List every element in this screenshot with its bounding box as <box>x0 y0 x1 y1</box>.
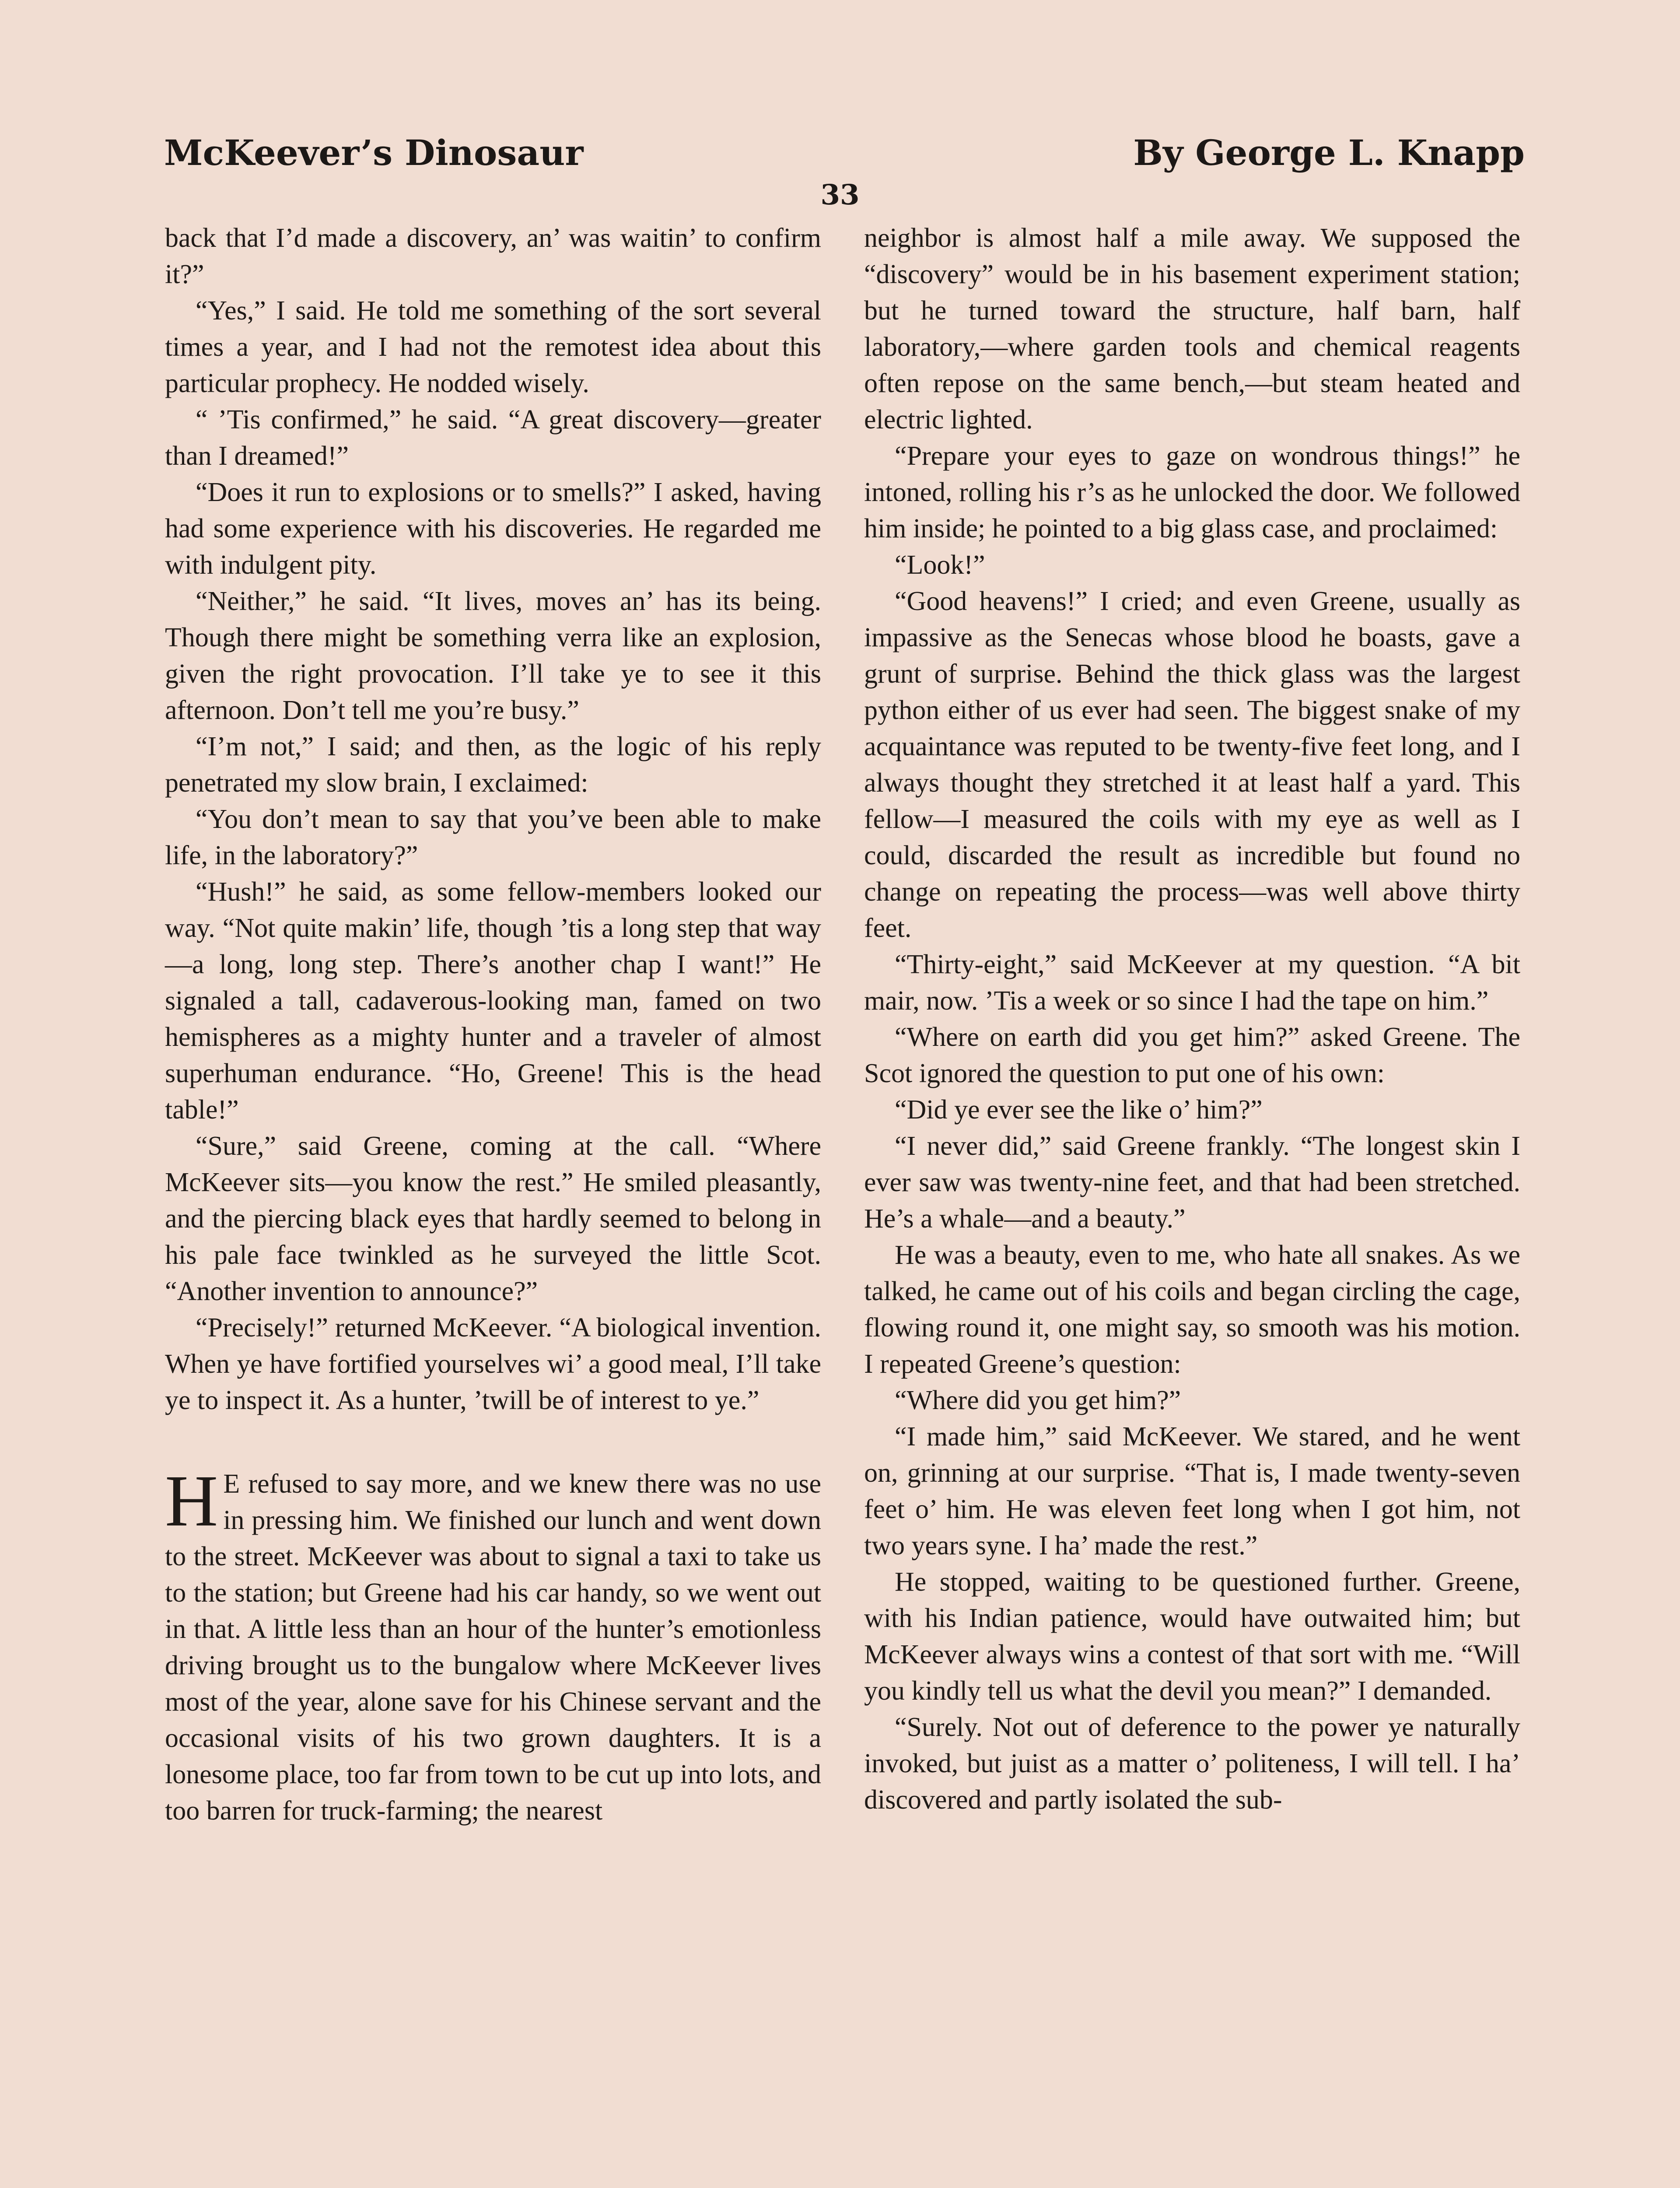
page-number: 33 <box>820 179 860 211</box>
paragraph: “Where did you get him?” <box>895 1385 1181 1415</box>
paragraph: “Did ye ever see the like o’ him?” <box>895 1095 1263 1125</box>
paragraph: He was a beauty, even to me, who hate all snakes. As we talked, he came out of his coils and began circling the cage, flowing round it, one might say, so smooth was his motion. I repeated Greene’s question: <box>864 1240 1520 1379</box>
paragraph: “Precisely!” returned McKeever. “A biological invention. When ye have fortified yourselves wi’ a good meal, I’ll take ye to inspect it. As a hunter, ’twill be of interest to ye.” <box>165 1313 821 1415</box>
paragraph: “Sure,” said Greene, coming at the call. “Where McKeever sits—you know the rest.” He smiled pleasantly, and the piercing black eyes that hardly seemed to belong in his pale face twinkled as he surveyed the little Scot. “Another invention to announce?” <box>165 1131 821 1306</box>
paragraph: “Yes,” I said. He told me something of the sort several times a year, and I had not the remotest idea about this particular prophecy. He nodded wisely. <box>165 296 821 398</box>
story-title: McKeever’s Dinosaur <box>164 132 584 173</box>
paragraph: “Surely. Not out of deference to the power ye naturally invoked, but juist as a matter o’ politeness, I will tell. I ha’ discovered and partly isolated the sub- <box>864 1712 1520 1815</box>
paragraph: “Hush!” he said, as some fellow-members looked our way. “Not quite makin’ life, though ’tis a long step that way—a long, long step. There’s another chap I want!” He signaled a tall, cadaverous-looking man, famed on two hemispheres as a mighty hunter and a traveler of almost superhuman endurance. “Ho, Greene! This is the head table!” <box>165 877 821 1125</box>
paragraph: “Thirty-eight,” said McKeever at my question. “A bit mair, now. ’Tis a week or so since I had the tape on him.” <box>864 950 1520 1016</box>
left-column <box>165 220 821 1829</box>
section-paragraph <box>165 1460 821 1829</box>
paragraph: “Where on earth did you get him?” asked Greene. The Scot ignored the question to put one of his own: <box>864 1022 1520 1088</box>
author-byline: By George L. Knapp <box>1133 132 1525 173</box>
paragraph: “I’m not,” I said; and then, as the logic of his reply penetrated my slow brain, I exclaimed: <box>165 732 821 798</box>
running-header <box>164 132 1525 173</box>
paragraph: neighbor is almost half a mile away. We supposed the “discovery” would be in his basement experiment station; but he turned toward the structure, half barn, half laboratory,—where garden tools and chemical reagents often repose on the same bench,—but steam heated and electric lighted. <box>864 223 1520 435</box>
drop-cap: H <box>165 1460 218 1542</box>
right-column <box>864 220 1520 1818</box>
paragraph: “Neither,” he said. “It lives, moves an’ has its being. Though there might be something verra like an explosion, given the right provocation. I’ll take ye to see it this afternoon. Don’t tell me you’re busy.” <box>165 586 821 725</box>
paragraph: He stopped, waiting to be questioned further. Greene, with his Indian patience, would have outwaited him; but McKeever always wins a contest of that sort with me. “Will you kindly tell us what the devil you mean?” I demanded. <box>864 1567 1520 1706</box>
paragraph: “Good heavens!” I cried; and even Greene, usually as impassive as the Senecas whose blood he boasts, gave a grunt of surprise. Behind the thick glass was the largest python either of us ever had seen. The biggest snake of my acquaintance was reputed to be twenty-five feet long, and I always thought they stretched it at least half a yard. This fellow—I measured the coils with my eye as well as I could, discarded the result as incredible but found no change on repeating the process—was well above thirty feet. <box>864 586 1520 943</box>
paragraph: back that I’d made a discovery, an’ was waitin’ to confirm it?” <box>165 223 821 289</box>
paragraph: “Look!” <box>895 550 985 580</box>
paragraph: “ ’Tis confirmed,” he said. “A great discovery—greater than I dreamed!” <box>165 405 821 471</box>
paragraph: “I made him,” said McKeever. We stared, and he went on, grinning at our surprise. “That is, I made twenty-seven feet o’ him. He was eleven feet long when I got him, not two years syne. I ha’ made the rest.” <box>864 1422 1520 1560</box>
paragraph: “I never did,” said Greene frankly. “The longest skin I ever saw was twenty-nine feet, and that had been stretched. He’s a whale—and a beauty.” <box>864 1131 1520 1234</box>
paragraph: “Does it run to explosions or to smells?” I asked, having had some experience with his discoveries. He regarded me with indulgent pity. <box>165 477 821 580</box>
section-paragraph-text: E refused to say more, and we knew there was no use in pressing him. We finished our lunch and went down to the street. McKeever was about to signal a taxi to take us to the station; but Greene had his car handy, so we went out in that. A little less than an hour of the hunter’s emotionless driving brought us to the bungalow where McKeever lives most of the year, alone save for his Chinese servant and the occasional visits of his two grown daughters. It is a lonesome place, too far from town to be cut up into lots, and too barren for truck-farming; the nearest <box>165 1469 821 1826</box>
paragraph: “You don’t mean to say that you’ve been able to make life, in the laboratory?” <box>165 804 821 870</box>
paragraph: “Prepare your eyes to gaze on wondrous things!” he intoned, rolling his r’s as he unlocked the door. We followed him inside; he pointed to a big glass case, and proclaimed: <box>864 441 1520 543</box>
